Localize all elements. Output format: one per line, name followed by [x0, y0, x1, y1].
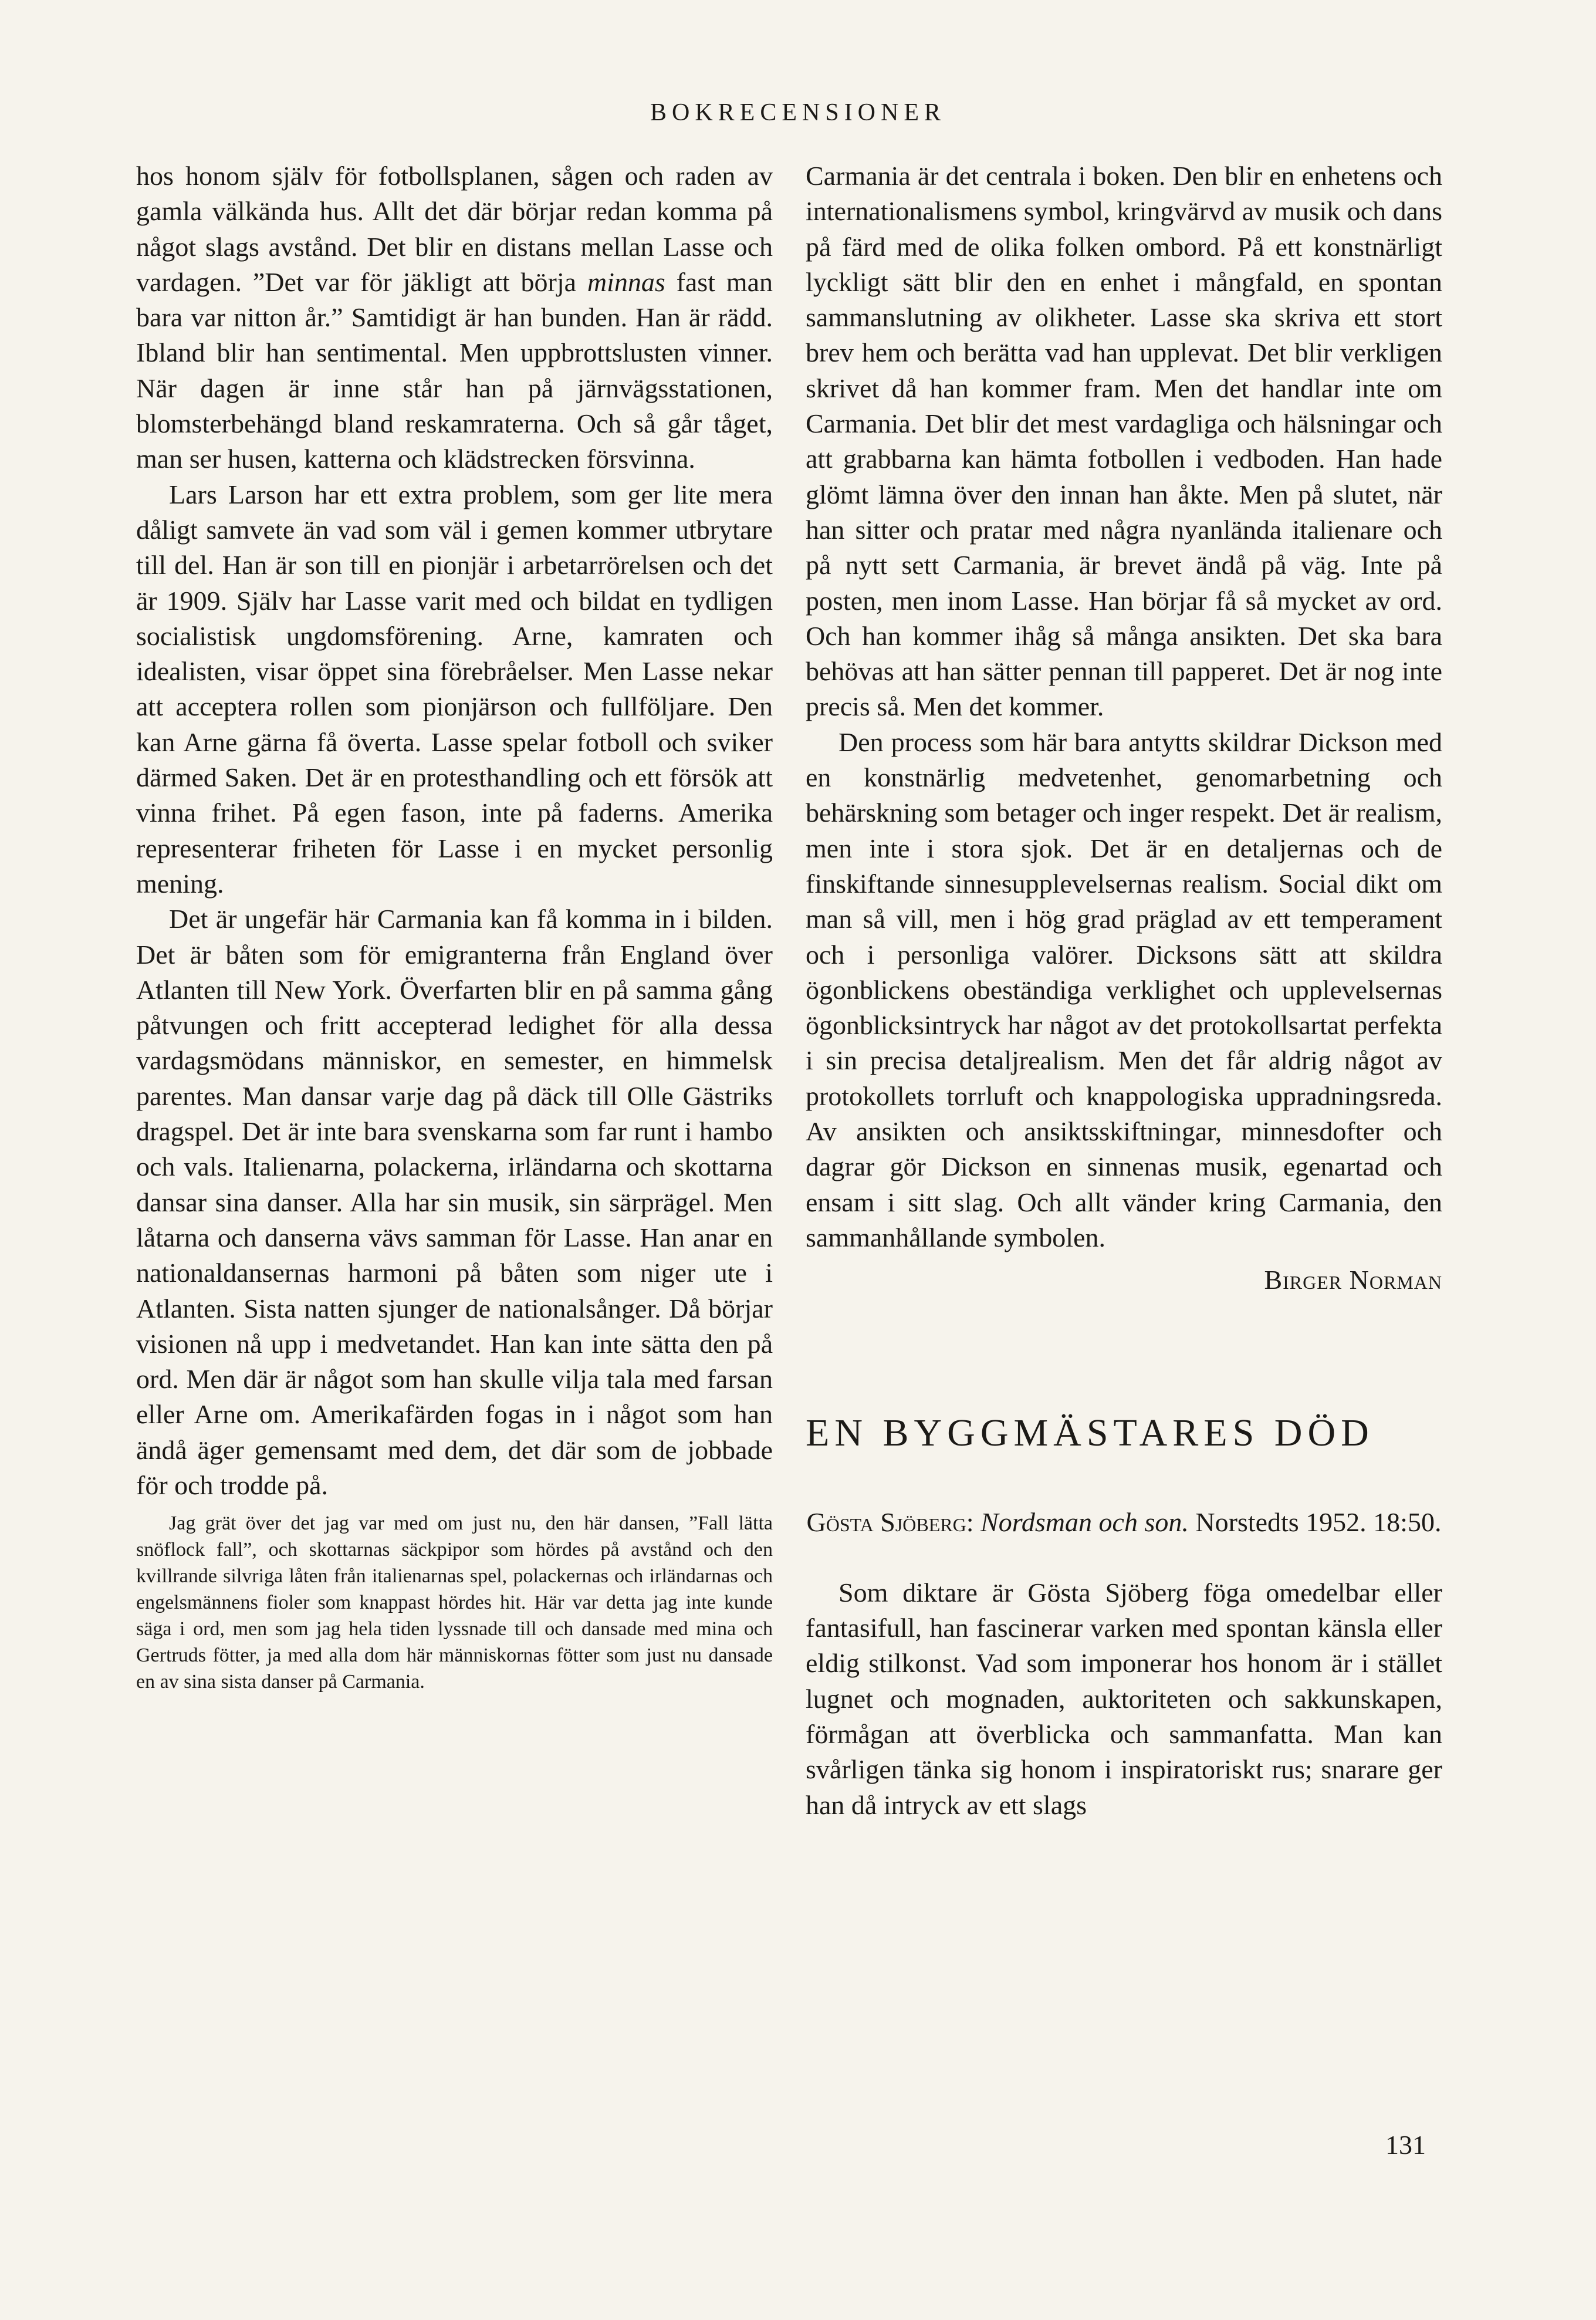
page-number: 131	[1385, 2130, 1426, 2160]
review-author: Gösta Sjöberg	[806, 1507, 966, 1537]
paragraph: Lars Larson har ett extra problem, som ger lite mera dåligt samvete än vad som väl i gemen kommer utbrytare till del. Han är son till en pionjär i arbetarrörelsen och det är 1909. Själv har Lasse varit med och bildat en tydligen socialistisk ungdomsförening. Arne, kamraten och idealisten, visar öppet sina förebråelser. Men Lasse nekar att acceptera rollen som pionjärson och fullföljare. Den kan Arne gärna få överta. Lasse spelar fotboll och sviker därmed Saken. Det är en protesthandling och ett försök att vinna frihet. På egen fason, inte på faderns. Amerika representerar friheten för Lasse i en mycket personlig mening.	[136, 479, 773, 899]
right-column	[806, 158, 1442, 1823]
section-title: EN BYGGMÄSTARES DÖD	[806, 1411, 1374, 1454]
review-heading: Gösta Sjöberg: Nordsman och son. Norstedts 1952. 18:50.	[806, 1507, 1442, 1537]
review-publication: Norstedts 1952. 18:50.	[1195, 1507, 1442, 1537]
paragraph: Som diktare är Gösta Sjöberg föga omedelbar eller fantasifull, han fascinerar varken med spontan känsla eller eldig stilkonst. Vad som imponerar hos honom är i stället lugnet och mognaden, auktoriteten och sakkunskapen, förmågan att överblicka och sammanfatta. Man kan svårligen tänka sig honom i inspiratoriskt rus; snarare ger han då intryck av ett slags	[806, 1577, 1442, 1820]
running-header: BOKRECENSIONER	[650, 99, 946, 126]
paragraph: Carmania är det centrala i boken. Den blir en enhetens och internationalismens symbol, kringvärvd av musik och dans på färd med de olika folken ombord. På ett konstnärligt lyckligt sätt blir den en enhet i mångfald, en spontan sammanslutning av olikheter. Lasse ska skriva ett stort brev hem och berätta vad han upplevat. Det blir verkligen skrivet då han kommer fram. Men det handlar inte om Carmania. Det blir det mest vardagliga och hälsningar och att grabbarna kan hämta fotbollen i vedboden. Han hade glömt lämna över den innan han åkte. Men på slutet, när han sitter och pratar med några nyanlända italienare och på nytt sett Carmania, är brevet ändå på väg. Inte på posten, men inom Lasse. Han börjar få så mycket av ord. Och han kommer ihåg så många ansikten. Det ska bara behövas att han sätter pennan till papperet. Det är nog inte precis så. Men det kommer.	[806, 161, 1442, 722]
block-quote: Jag grät över det jag var med om just nu, den här dansen, ”Fall lätta snöflock fall”, och skottarnas säckpipor som hördes på avstånd och den kvillrande silvriga låten från italienarnas spel, polackernas och irländarnas och engelsmännens fioler som knappast hördes hit. Här var detta jag inte kunde säga i ord, men som jag hela tiden lyssnade till och dansade med mina och Gertruds fötter, ja med alla dom här människornas fötter som just nu dansade en av sina sista danser på Carmania.	[136, 1512, 773, 1693]
paragraph: Den process som här bara antytts skildrar Dickson med en konstnärlig medvetenhet, genomarbetning och behärskning som betager och inger respekt. Det är realism, men inte i stora sjok. Det är en detaljernas och de finskiftande sinnesupplevelsernas realism. Social dikt om man så vill, men i hög grad präglad av ett temperament och i personliga valörer. Dicksons sätt att skildra ögonblickens obeständiga verklighet och upplevelsernas ögonblicksintryck har något av det protokollsartat perfekta i sin precisa detaljrealism. Men det får aldrig något av protokollets torrluft och knappologiska uppradningsreda. Av ansikten och ansiktsskiftningar, minnesdofter och dagrar gör Dickson en sinnenas musik, egenartad och ensam i sitt slag. Och allt vänder kring Carmania, den sammanhållande symbolen.	[806, 727, 1442, 1252]
paragraph: hos honom själv för fotbollsplanen, sågen och raden av gamla välkända hus. Allt det där börjar redan komma på något slags avstånd. Det blir en distans mellan Lasse och vardagen. ”Det var för jäkligt att börja minnas fast man bara var nitton år.” Samtidigt är han bunden. Han är rädd. Ibland blir han sentimental. Men uppbrottslusten vinner. När dagen är inne står han på järnvägsstationen, blomsterbehängd bland reskamraterna. Och så går tåget, man ser husen, katterna och klädstrecken försvinna.	[136, 161, 773, 474]
review-book-title: Nordsman och son.	[980, 1507, 1189, 1537]
emphasis: minnas	[587, 266, 665, 297]
reviewer-signature: Birger Norman	[1264, 1265, 1442, 1295]
paragraph: Det är ungefär här Carmania kan få komma in i bilden. Det är båten som för emigranterna från England över Atlanten till New York. Överfarten blir en på samma gång påtvungen och fritt accepterad ledighet för alla dessa vardagsmödans människor, en semester, en himmelsk parentes. Man dansar varje dag på däck till Olle Gästriks dragspel. Det är inte bara svenskarna som far runt i hambo och vals. Italienarna, polackerna, irländarna och skottarna dansar sina danser. Alla har sin musik, sin särprägel. Men låtarna och danserna vävs samman för Lasse. Han anar en nationaldansernas harmoni på båten som niger ute i Atlanten. Sista natten sjunger de nationalsånger. Då börjar visionen nå upp i medvetandet. Han kan inte sätta den på ord. Men där är något som han skulle vilja tala med farsan eller Arne om. Amerikafärden fogas in i något som han ändå äger gemensamt med dem, det där som de jobbade för och trodde på.	[136, 904, 773, 1500]
left-column	[136, 158, 773, 1695]
